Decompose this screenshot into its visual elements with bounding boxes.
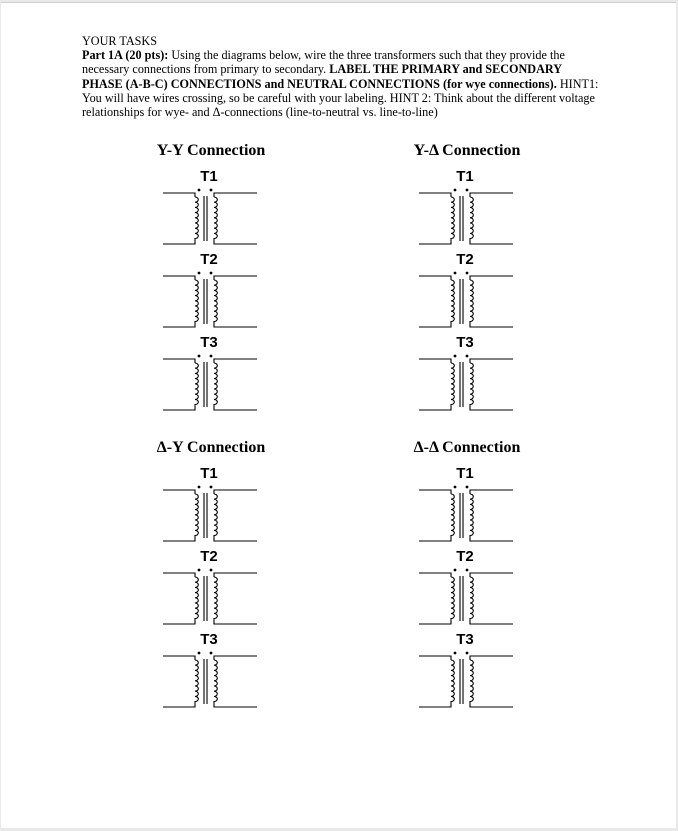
- task-instructions: [82, 34, 602, 119]
- yd-t3-label: T3: [456, 334, 474, 351]
- transformer-symbol-icon: [159, 566, 259, 628]
- part-label: Part 1A (20 pts):: [82, 48, 169, 63]
- transformer-symbol-icon: [415, 186, 515, 248]
- yd-t2-label: T2: [456, 251, 474, 268]
- transformer-symbol-icon: [159, 269, 259, 331]
- section-title-delta-y: Δ-Y Connection: [156, 439, 266, 456]
- task-text-1: Using the diagrams below, wire the three transformers such that they provide the necessary connections from primary to secondary.: [82, 48, 565, 77]
- transformer-symbol-icon: [159, 649, 259, 711]
- document-page: [1, 2, 676, 828]
- yd-t1-label: T1: [456, 168, 474, 185]
- dy-t1-label: T1: [200, 465, 218, 482]
- section-title-y-delta: Y-Δ Connection: [413, 142, 521, 159]
- transformer-symbol-icon: [415, 352, 515, 414]
- transformer-symbol-icon: [415, 269, 515, 331]
- tasks-heading: YOUR TASKS: [82, 34, 157, 48]
- dd-t1-label: T1: [456, 465, 474, 482]
- section-title-delta-delta: Δ-Δ Connection: [413, 439, 521, 456]
- dy-t2-label: T2: [200, 548, 218, 565]
- dy-t3-label: T3: [200, 631, 218, 648]
- task-paragraph: [82, 48, 602, 119]
- task-text-2: HINT1: You will have wires crossing, so be careful with your labeling. HINT 2: Think about the different voltage relationships for wye- and Δ-connections (line-to-neutral vs. line-to-line): [82, 76, 599, 120]
- yy-t3-label: T3: [200, 334, 218, 351]
- task-bold-text: LABEL THE PRIMARY and SECONDARY PHASE (A-B-C) CONNECTIONS and NEUTRAL CONNECTIONS (for wye connections).: [82, 62, 562, 91]
- transformer-symbol-icon: [159, 352, 259, 414]
- yy-t1-label: T1: [200, 168, 218, 185]
- transformer-symbol-icon: [159, 186, 259, 248]
- transformer-symbol-icon: [415, 566, 515, 628]
- transformer-symbol-icon: [415, 483, 515, 545]
- yy-t2-label: T2: [200, 251, 218, 268]
- transformer-symbol-icon: [159, 483, 259, 545]
- transformer-symbol-icon: [415, 649, 515, 711]
- dd-t3-label: T3: [456, 631, 474, 648]
- dd-t2-label: T2: [456, 548, 474, 565]
- section-title-y-y: Y-Y Connection: [156, 142, 266, 159]
